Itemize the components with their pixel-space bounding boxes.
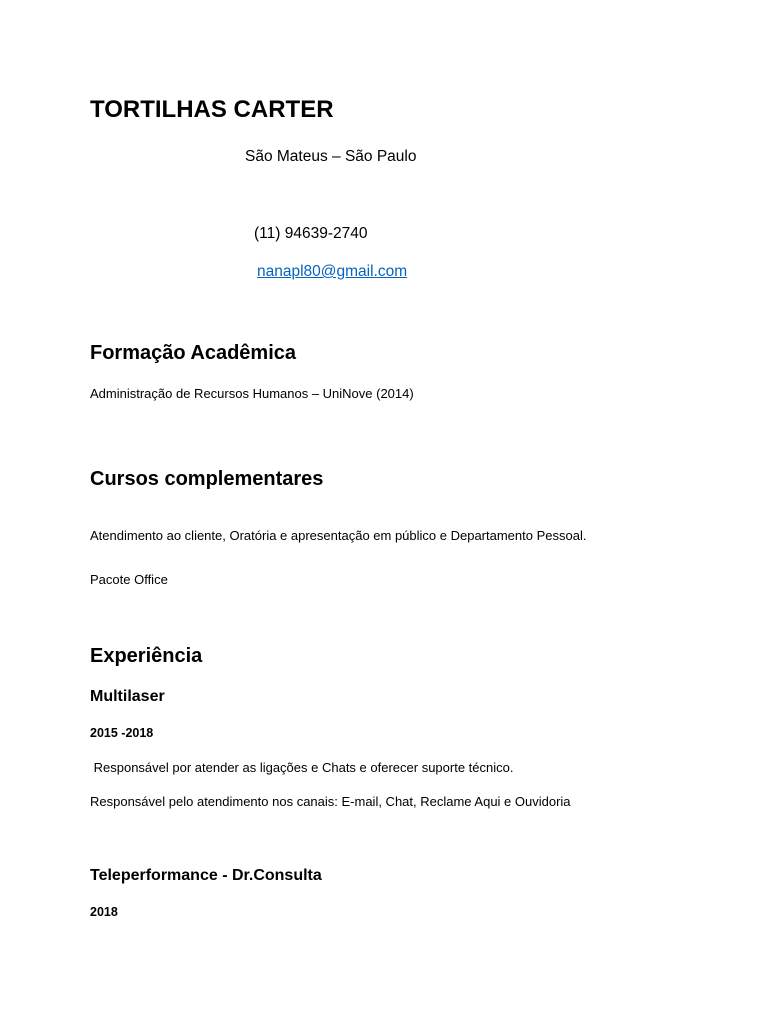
- courses-heading: Cursos complementares: [90, 468, 324, 490]
- job-duty: Responsável por atender as ligações e Chats e oferecer suporte técnico.: [90, 760, 514, 775]
- education-heading: Formação Acadêmica: [90, 342, 297, 364]
- candidate-name: TORTILHAS CARTER: [90, 96, 334, 123]
- job-company: Multilaser: [90, 688, 165, 705]
- experience-heading: Experiência: [90, 645, 203, 667]
- course-item: Pacote Office: [90, 572, 168, 587]
- address-line: São Mateus – São Paulo: [245, 148, 417, 165]
- job-period: 2018: [90, 905, 118, 919]
- email-link[interactable]: nanapl80@gmail.com: [257, 263, 408, 280]
- job-duty: Responsável pelo atendimento nos canais: E-mail, Chat, Reclame Aqui e Ouvidoria: [90, 794, 571, 809]
- course-item: Atendimento ao cliente, Oratória e apresentação em público e Departamento Pessoal.: [90, 528, 587, 543]
- job-period: 2015 -2018: [90, 726, 154, 740]
- phone-number: (11) 94639-2740: [254, 225, 368, 242]
- job-company: Teleperformance - Dr.Consulta: [90, 867, 322, 884]
- education-item: Administração de Recursos Humanos – UniNove (2014): [90, 386, 414, 401]
